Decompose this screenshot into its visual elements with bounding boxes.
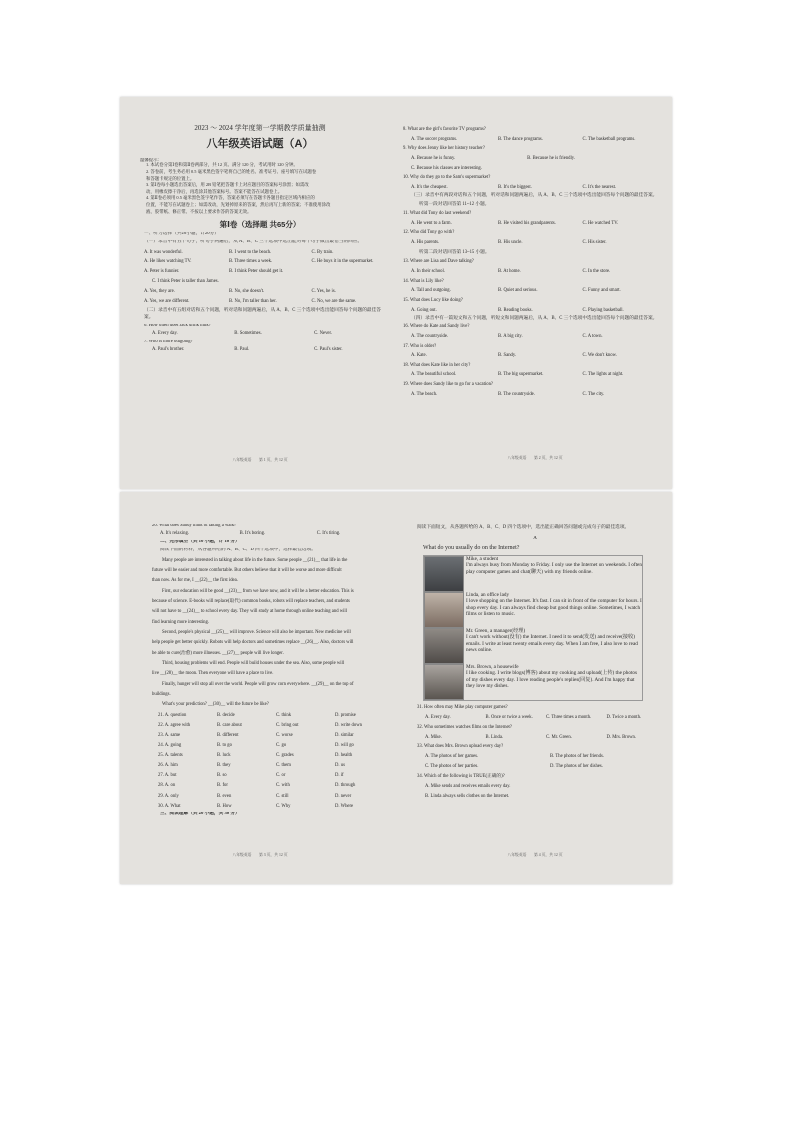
option-d: D. never [335, 793, 352, 799]
option-b: B. It's the biggest. [498, 184, 532, 190]
option-d: D. through [335, 783, 356, 789]
option-c: C. The basketball programs. [582, 136, 636, 142]
person-text [464, 664, 642, 700]
option-c: C. Paul's sister. [314, 346, 343, 352]
question-31: 31. How often may Mike play computer games? [417, 704, 508, 710]
option-b: B. to go [217, 743, 232, 749]
question-9-option-c: C. Because his classes are interesting. [411, 165, 482, 171]
exam-heading: 2023 ～ 2024 学年度第一学期教学质量抽测 [194, 124, 326, 132]
exam-sheet-1 [120, 97, 672, 489]
option-a: A. The beautiful school. [411, 372, 457, 378]
passage-line: Many people are interested in talking about life in the future. Some people __(21)__ that life in the [162, 557, 348, 563]
passage-line: than now. As for me, I __(22)__ the first idea. [152, 578, 238, 584]
option-a: 30. A. What [158, 803, 181, 809]
option-a: A. Going out. [411, 307, 437, 313]
question-9-options [403, 154, 667, 164]
passage-line: will not have to __(24)__ to school every day. They will study at home through online teaching and will [152, 609, 348, 615]
person-name: Linda, an office lady [466, 591, 510, 598]
question-17-options [403, 351, 667, 361]
option-b: B. He visited his grandparents. [498, 220, 556, 226]
option-c: C. I think Peter is taller than James. [152, 279, 219, 285]
person-name: Mr. Green, a manager(经理) [466, 627, 526, 634]
question-17: 17. Who is older? [403, 343, 437, 349]
question-14-options [403, 286, 667, 296]
option-c [312, 267, 395, 277]
question-6: 6. How often does Jack drink milk? [144, 324, 211, 329]
option-b: B. No, I'm taller than her. [229, 298, 277, 304]
option-d: D. The photos of her dishes. [550, 764, 603, 770]
option-b: B. they [217, 763, 231, 769]
question-33-options-ab [417, 752, 667, 762]
passage-line: help people get better quickly. Robots will help doctors and sometimes replace __(26)__. Also, doctors will [152, 640, 354, 646]
question-10: 10. Why do they go to the Sam's supermarket? [403, 175, 491, 181]
part-sub-instruction: 听第二段对话回答第 13~15 小题。 [419, 249, 490, 255]
option-a: A. Every day. [425, 714, 451, 720]
passage-label: A [533, 535, 537, 541]
option-c: C. By train. [311, 249, 334, 255]
option-d: D. health [335, 753, 353, 759]
notice-line: 位置，不能写在试题卷上；如需改动，先划掉原来的答案，然后再写上新的答案；不准使用涂改 [146, 202, 331, 208]
option-c: C. Playing basketball. [582, 307, 624, 313]
option-c: C. A town. [582, 333, 603, 339]
person-name: Mrs. Brown, a housewife [466, 663, 519, 670]
option-a: A. It's the cheapest. [411, 184, 448, 190]
question-9: 9. Why does Jenny like her history teacher? [403, 146, 485, 152]
option-c: C. still [276, 793, 289, 799]
option-a: 28. A. on [158, 783, 176, 789]
option-a: A. Because he is funny. [411, 155, 456, 161]
option-c: C. In the store. [582, 269, 611, 275]
option-a: A. His parents. [411, 240, 440, 246]
question-13-options [403, 267, 667, 277]
option-b: B. luck [217, 753, 231, 759]
question-18: 18. What does Kate like in her city? [403, 362, 471, 368]
option-a: A. He likes watching TV. [144, 259, 192, 265]
part-heading: 三、阅读理解（共 20 小题，共 30 分） [160, 811, 240, 816]
person-text [464, 556, 642, 592]
question-19-options [403, 390, 667, 400]
question-7: 7. Who is more outgoing? [144, 339, 193, 344]
notice-line: 3. 第Ⅰ卷每小题选出答案后，用 2B 铅笔把答题卡上对应题目的答案标号涂黑；如需改 [146, 182, 309, 188]
option-d: D. if [335, 773, 344, 779]
option-b: B. Reading books. [498, 307, 533, 313]
person-photo [424, 556, 464, 592]
option-d: D. will go [335, 743, 354, 749]
option-c: C. or [276, 773, 286, 779]
notice-line: 4. 第Ⅱ卷必须用 0.5 毫米黑色签字笔作答，答案必须写在答题卡各题目指定区域内相应的 [146, 195, 315, 201]
question-row [126, 287, 394, 297]
option-a: 24. A. going [158, 743, 182, 749]
question-18-options [403, 370, 667, 380]
person-name: Mike, a student [466, 555, 499, 562]
question-33: 33. What does Mrs. Brown upload every day? [417, 744, 504, 750]
option-b: B. Paul. [234, 346, 250, 352]
option-row [150, 781, 394, 791]
option-b: B. I went to the beach. [229, 249, 272, 255]
option-b: B. The photos of her friends. [550, 754, 604, 760]
part-instruction: （四）录音中有一篇短文和五个问题，听短文和问题两遍后，从 A、B、C 三个选项中选出能回答每个问题的最佳答案。 [411, 316, 658, 322]
option-a: A. It's relaxing. [160, 530, 189, 536]
option-c: C. go [276, 743, 287, 749]
option-b: B. The big supermarket. [498, 372, 544, 378]
option-a: 26. A. him [158, 763, 178, 769]
option-c: C. Funny and smart. [582, 288, 621, 294]
option-row [150, 761, 394, 771]
option-row [150, 711, 394, 721]
notice-list [146, 162, 394, 215]
option-b: B. so [217, 773, 227, 779]
question-16: 16. Where do Kate and Sandy live? [403, 324, 470, 330]
option-c: C. No, we are the same. [311, 298, 357, 304]
notice-line: 动，用橡皮擦干净后，再选涂其他答案标号。答案不能答在试题卷上。 [146, 188, 283, 194]
option-b: B. even [217, 793, 232, 799]
cloze-options [150, 711, 394, 812]
option-c: C. It's the nearest. [582, 184, 617, 190]
notice-line: 2. 答卷前，考生务必用 0.5 毫米黑色签字笔将自己的姓名、准考证号、座号填写在试题卷 [146, 169, 317, 175]
option-a: A. It was wonderful. [144, 249, 183, 255]
notice-label: 温馨提示： [140, 158, 162, 162]
passage-box [423, 555, 643, 701]
option-b: B. The countryside. [498, 391, 535, 397]
page-footer: 八年级英语 第 1 页，共 12 页 [232, 458, 288, 463]
option-b: B. Sometimes. [234, 330, 262, 336]
cloze-passage [152, 556, 394, 711]
question-13: 13. Where are Lisa and Dave talking? [403, 259, 474, 265]
question-14: 14. What is Lily like? [403, 278, 444, 284]
option-a: A. Paul's brother. [152, 346, 185, 352]
passage-line: buildings. [152, 692, 171, 698]
question-8: 8. What are the girl's favorite TV programs? [403, 127, 486, 132]
question-20: 20. What does Sandy think of taking a walk? [152, 524, 237, 528]
option-d: D. Where [335, 803, 354, 809]
option-b: B. Once or twice a week. [485, 714, 533, 720]
option-d: D. us [335, 763, 345, 769]
option-c: C. The city. [582, 391, 605, 397]
option-b: B. How [217, 803, 232, 809]
passage-line: find learning more interesting. [152, 619, 210, 625]
page-1 [126, 97, 394, 489]
option-a: A. The photos of her games. [425, 754, 479, 760]
person-photo [424, 592, 464, 628]
question-31-options [417, 713, 667, 723]
option-b: B. different [217, 732, 239, 738]
option-a: A. Yes, they are. [144, 289, 175, 295]
exam-title: 八年级英语试题（A） [206, 138, 314, 150]
option-b: B. Because he is friendly. [527, 155, 576, 161]
option-b: B. The dance programs. [498, 136, 543, 142]
person-photo [424, 628, 464, 664]
option-row [150, 721, 394, 731]
page-4 [403, 492, 667, 884]
part-sub-instruction: 听第一段对话回答第 11~12 小题。 [419, 201, 490, 207]
option-c: C. We don't know. [582, 353, 617, 359]
option-b: B. Linda always sells clothes on the Internet. [425, 793, 510, 799]
notice-line: 1. 本试卷分第Ⅰ卷和第Ⅱ卷两部分，共 12 页。满分 120 分，考试用时 120 分钟。 [146, 162, 298, 168]
question-12: 12. Who did Tony go with? [403, 230, 455, 236]
option-row [150, 751, 394, 761]
person-entry [424, 628, 642, 664]
option-a: 22. A. agree with [158, 722, 191, 728]
option-a: A. Peter is funnier. [144, 269, 180, 275]
question-8-options [403, 135, 667, 145]
question-6-options [126, 332, 394, 337]
option-c: C. He watched TV. [582, 220, 619, 226]
question-33-options-cd [417, 762, 667, 772]
question-row [126, 277, 394, 287]
option-a: A. The beach. [411, 391, 438, 397]
option-a: 21. A. question [158, 712, 187, 718]
person-text [464, 592, 642, 628]
notice-line: 液、胶带纸、修正带。不按以上要求作答的答案无效。 [146, 208, 252, 214]
option-a: 23. A. same [158, 732, 181, 738]
page-footer: 八年级英语 第 2 页，共 12 页 [507, 456, 563, 461]
option-c: C. worse [276, 732, 293, 738]
person-text [464, 628, 642, 664]
option-d: D. write down [335, 722, 362, 728]
option-c: C. Yes, he is. [311, 289, 336, 295]
option-a: A. Every day. [152, 330, 178, 336]
question-7-options [126, 348, 394, 353]
option-c: C. The lights at night. [582, 372, 624, 378]
option-b: B. A big city. [498, 333, 523, 339]
page-3 [126, 492, 394, 884]
option-c: C. with [276, 783, 290, 789]
option-a: A. Mike. [425, 734, 442, 740]
part-heading: 一、听力选择（共20小题，计20分） [144, 231, 220, 236]
question-list [126, 248, 394, 307]
question-15: 15. What does Lucy like doing? [403, 297, 463, 303]
option-row [150, 731, 394, 741]
option-a: A. Mike sends and receives emails every day. [425, 783, 511, 789]
question-11-options [403, 219, 667, 229]
page-footer: 八年级英语 第 3 页，共 12 页 [232, 853, 288, 858]
option-c: C. He buys it in the supermarket. [311, 259, 374, 265]
option-b: B. for [217, 783, 228, 789]
option-c: C. think [276, 712, 292, 718]
exam-sheet-2 [120, 492, 672, 884]
option-c: C. Three times a month. [546, 714, 592, 720]
option-a: A. In their school. [411, 269, 445, 275]
option-b: B. At home. [498, 269, 521, 275]
passage-line: Second, people's physical __(25)__ will improve. Science will also be important. New medicine will [162, 629, 351, 635]
passage-line: Finally, hunger will stop all over the world. People will grow corn everywhere. __(29)__ on the top of [162, 681, 354, 687]
option-c: C. Never. [314, 330, 332, 336]
option-b: B. Linda. [485, 734, 504, 740]
section-title: 第Ⅰ卷（选择题 共65分） [219, 220, 301, 230]
option-row [150, 792, 394, 802]
option-b: B. Sandy. [498, 353, 517, 359]
question-11: 11. What did Tony do last weekend? [403, 211, 472, 217]
option-c: C. It's tiring. [316, 530, 341, 536]
reading-questions [417, 703, 667, 802]
part-instruction: （三）录音中有两段对话和五个问题，听对话和问题两遍后，从 A、B、C 三个选项中选出能回答每个问题的最佳答案。 [411, 193, 658, 199]
option-b: B. Three times a week. [229, 259, 273, 265]
option-b: B. His uncle. [498, 240, 523, 246]
option-d: D. promise [335, 712, 356, 718]
option-c: C. Why [276, 803, 291, 809]
question-row [126, 267, 394, 277]
option-c: C. His sister. [582, 240, 607, 246]
option-a: A. He went to a farm. [411, 220, 452, 226]
question-16-options [403, 332, 667, 342]
question-row [126, 257, 394, 267]
option-row [150, 771, 394, 781]
person-quote: I love shopping on the Internet. It's fast. I can sit in front of the computer for hours. I shop every day. I can always find cheap but good things online. Sometimes, I watch films or listen to music. [466, 598, 642, 618]
option-a: A. The countryside. [411, 333, 449, 339]
question-19: 19. Where does Sandy like to go for a vacation? [403, 382, 493, 388]
option-b: B. care about [217, 722, 242, 728]
option-d: D. Mrs. Brown. [606, 734, 637, 740]
option-b: B. decide [217, 712, 235, 718]
option-a: A. The soccer programs. [411, 136, 458, 142]
part-instruction: （一）录音中有五个句子，听句子两遍后，从 A、B、C 三个选项中选出能对每个句子做出最恰当的回应。 [144, 239, 363, 244]
person-quote: I can't work without(没有) the Internet. I need it to send(发送) and receive(接收) emails. I write at least twenty emails every day. When I am free, I also love to read news online. [466, 634, 638, 654]
option-b: B. I think Peter should get it. [229, 269, 284, 275]
part-heading: 二、完形填空（共 10 小题，计 10 分） [160, 539, 240, 544]
option-row [150, 741, 394, 751]
question-12-options [403, 238, 667, 248]
part-instruction: 阅读下面的材料，从各题所给的 A、B、C、D 四个选项中，选择最佳选项。 [160, 547, 316, 552]
notice-line: 和答题卡规定的位置上。 [146, 175, 195, 181]
option-a: 25. A. talents [158, 753, 183, 759]
option-a: 27. A. but [158, 773, 177, 779]
question-row [126, 297, 394, 307]
page-footer: 八年级英语 第 4 页，共 12 页 [507, 853, 563, 858]
passage-line: First, our education will be good __(23)__ from we have now, and it will be a better education. This is [162, 588, 354, 594]
question-10-options [403, 183, 667, 193]
question-15-options [403, 306, 667, 316]
option-a: 29. A. only [158, 793, 179, 799]
passage-line: future will be easier and more comfortable. But others believe that it will be worse and more difficult [152, 567, 342, 573]
person-photo [424, 664, 464, 700]
passage-line: be able to cure(治愈) more illnesses. __(27)__ people will live longer. [152, 650, 284, 656]
question-34: 34. Which of the following is TRUE(正确的)? [417, 774, 505, 780]
question-32: 32. Who sometimes watches films on the Internet? [417, 724, 512, 730]
option-d: D. Twice a month. [606, 714, 642, 720]
passage-line: Third, housing problems will end. People will build houses under the sea. Also, some people will [162, 661, 345, 666]
reading-instruction: 阅读下面短文，从各题所给的 A、B、C、D 四个选项中，选出能正确回答问题或完成句子的最佳选项。 [417, 525, 630, 530]
option-c: C. them [276, 763, 291, 769]
option-a: A. Kate. [411, 353, 427, 359]
question-32-options [417, 733, 667, 743]
part-instruction: （二）录音中有五组对话和五个问题，听对话和问题两遍后，从 A、B、C 三个选项中选出能回答每个问题的最佳答案。 [144, 307, 381, 320]
option-b: B. It's boring. [239, 530, 266, 536]
option-row [150, 802, 394, 812]
page-2 [403, 97, 667, 489]
person-entry [424, 592, 642, 628]
option-a: A. Tall and outgoing. [411, 288, 451, 294]
passage-question: What do you usually do on the Internet? [423, 544, 520, 551]
person-entry [424, 664, 642, 700]
passage-line: live __(28)__ the moon. Then everyone will have a place to live. [152, 671, 274, 677]
person-quote: I'm always busy from Monday to Friday. I only use the Internet on weekends. I often play computer games and chat(聊天) with my friends online. [466, 562, 642, 575]
person-entry [424, 556, 642, 592]
option-a: A. Yes, we are different. [144, 298, 190, 304]
question-20-options [126, 532, 394, 537]
option-d: D. similar [335, 732, 354, 738]
option-c: C. The photos of her parties. [425, 764, 479, 770]
option-b: B. No, she doesn't. [229, 289, 265, 295]
question-row [126, 248, 394, 258]
passage-line: What's your prediction? __(30)__ will the future be like? [162, 702, 269, 708]
option-b: B. Quiet and serious. [498, 288, 538, 294]
person-quote: I like cooking. I write blogs(博客) about my cooking and upload(上传) the photos of my dishes every day. I love reading people's replies(回复). And I'm happy that they love my dishes. [466, 670, 638, 690]
option-c: C. grades [276, 753, 294, 759]
passage-line: because of science. E-books will replace(取代) common books, robots will replace teachers, and students [152, 598, 350, 604]
option-c: C. Mr. Green. [546, 734, 572, 740]
option-c: C. bring out [276, 722, 299, 728]
